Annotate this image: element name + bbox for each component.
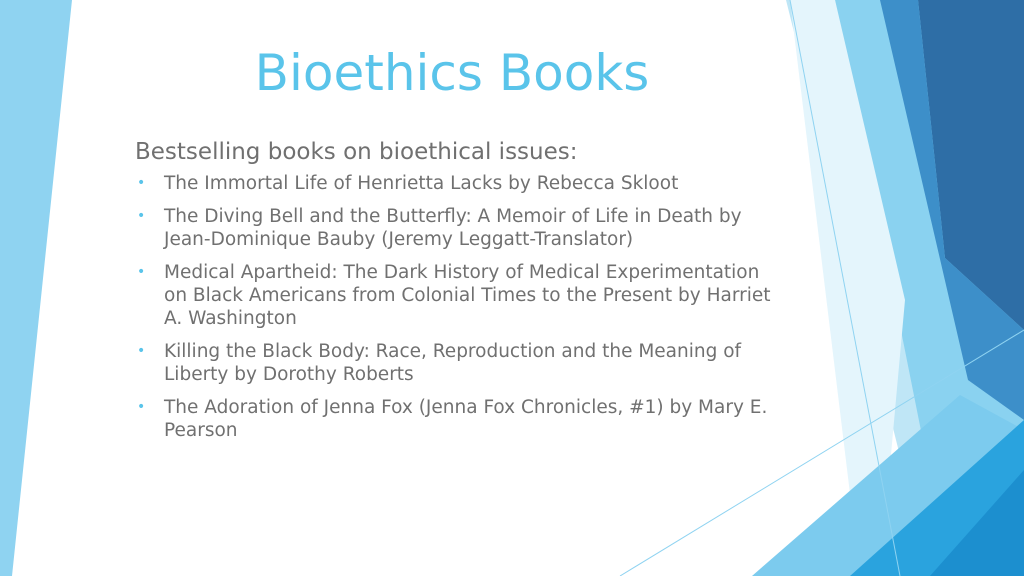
book-entry: Killing the Black Body: Race, Reproduction and the Meaning of Liberty by Dorothy Roberts (164, 341, 742, 385)
book-entry: Medical Apartheid: The Dark History of Medical Experimentation on Black Americans from Colonial Times to the Present by Harriet A. Washington (164, 262, 771, 329)
bullet-icon: • (137, 175, 146, 191)
slide-title: Bioethics Books (254, 44, 650, 102)
book-entry: The Immortal Life of Henrietta Lacks by Rebecca Skloot (164, 173, 679, 194)
list-item (135, 396, 785, 442)
book-entry: The Adoration of Jenna Fox (Jenna Fox Chronicles, #1) by Mary E. Pearson (164, 397, 768, 441)
book-entry: The Diving Bell and the Butterfly: A Memoir of Life in Death by Jean-Dominique Bauby (Jeremy Leggatt-Translator) (164, 206, 742, 250)
bullet-icon: • (137, 264, 146, 280)
list-item (135, 340, 785, 386)
list-item (135, 205, 785, 251)
bullet-icon: • (137, 399, 146, 415)
slide-content (135, 136, 785, 452)
bullet-icon: • (137, 343, 146, 359)
list-item (135, 261, 785, 330)
bullet-icon: • (137, 208, 146, 224)
book-list (135, 172, 785, 442)
list-item (135, 172, 785, 195)
intro-text: Bestselling books on bioethical issues: (135, 139, 578, 165)
